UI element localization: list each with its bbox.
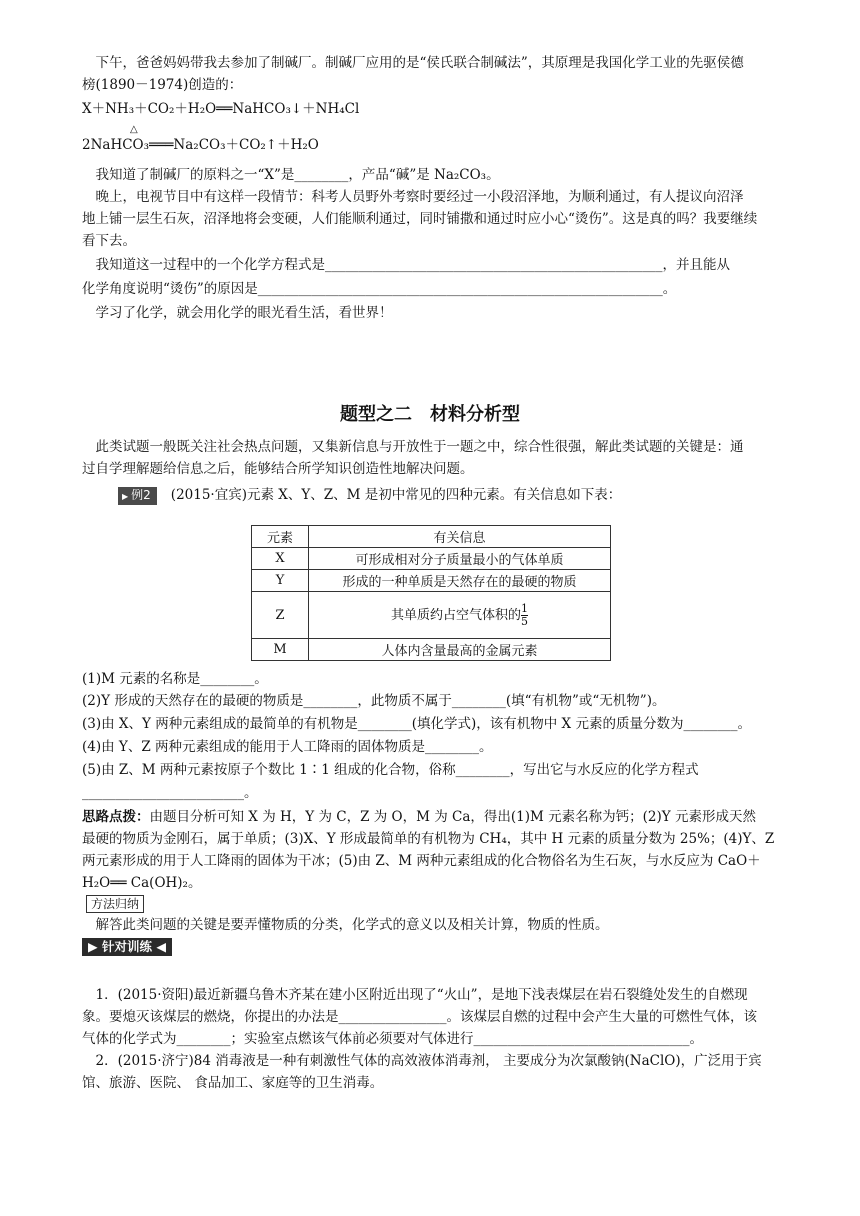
table-cell: Z	[252, 592, 309, 639]
play-icon: ▶	[88, 939, 98, 954]
intro-line: 看下去。	[82, 233, 136, 249]
intro-line: 我知道这一过程中的一个化学方程式是__________________________________________________，并且能从	[82, 257, 730, 273]
table-cell: 形成的一种单质是天然存在的最硬的物质	[309, 570, 611, 592]
intro-line: 晚上，电视节目中有这样一段情节：科考人员野外考察时要经过一小段沼泽地，为顺利通过，有人提议向沼泽	[82, 189, 744, 205]
table-cell: Y	[252, 570, 309, 592]
table-header-row	[252, 526, 611, 548]
method-label: 方法归纳	[86, 895, 144, 913]
fraction-denominator: 5	[521, 614, 528, 628]
back-icon: ◀	[156, 939, 166, 954]
training-label-text: 针对训练	[101, 939, 152, 954]
training-label	[82, 938, 172, 956]
analysis-text: 由题目分析可知 X 为 H，Y 为 C，Z 为 O，M 为 Ca，得出(1)M 元素名称为钙；(2)Y 元素形成天然	[149, 809, 756, 825]
exercise-line: 气体的化学式为________；实验室点燃该气体前必须要对气体进行________________________________。	[82, 1031, 703, 1047]
question-line: (2)Y 形成的天然存在的最硬的物质是________，此物质不属于________(填“有机物”或“无机物”)。	[82, 693, 666, 709]
intro-line: 下午，爸爸妈妈带我去参加了制碱厂。制碱厂应用的是“侯氏联合制碱法”，其原理是我国化学工业的先驱侯德	[82, 55, 744, 71]
play-icon: ▶	[122, 492, 129, 501]
table-cell: 可形成相对分子质量最小的气体单质	[309, 548, 611, 570]
question-line: (5)由 Z、M 两种元素按原子个数比 1∶1 组成的化合物，俗称________，写出它与水反应的化学方程式	[82, 762, 699, 778]
table-cell: 人体内含量最高的金属元素	[309, 639, 611, 661]
table-cell	[309, 592, 611, 639]
exercise-line: 馆、旅游、医院、 食品加工、家庭等的卫生消毒。	[82, 1075, 384, 1091]
example-line	[118, 484, 848, 506]
table-cell: X	[252, 548, 309, 570]
fraction-numerator: 1	[521, 601, 528, 615]
analysis-line: 两元素形成的用于人工降雨的固体为干冰；(5)由 Z、M 两种元素组成的化合物俗名为生石灰，与水反应为 CaO＋	[82, 853, 761, 869]
analysis-line: H₂O══ Ca(OH)₂。	[82, 875, 202, 891]
element-info-table	[251, 525, 611, 661]
example-badge	[118, 487, 157, 505]
intro-line: 地上铺一层生石灰，沼泽地将会变硬，人们能顺利通过，同时铺撒和通过时应小心“烫伤”。这是真的吗？我要继续	[82, 211, 758, 227]
section-intro-line: 此类试题一般既关注社会热点问题，又集新信息与开放性于一题之中，综合性很强，解此类试题的关键是：通	[82, 439, 744, 455]
table-row	[252, 639, 611, 661]
intro-line: 化学角度说明“烫伤”的原因是____________________________________________________________。	[82, 281, 677, 297]
intro-line: 榜(1890－1974)创造的：	[82, 77, 243, 93]
exercise-line: 象。要熄灭该煤层的燃烧，你提出的办法是________________。该煤层自燃的过程中会产生大量的可燃性气体，该	[82, 1009, 757, 1025]
table-cell: M	[252, 639, 309, 661]
analysis-label: 思路点拨：	[82, 809, 150, 825]
intro-line: 我知道了制碱厂的原料之一“X”是________，产品“碱”是 Na₂CO₃。	[82, 167, 500, 183]
method-label-row	[86, 893, 816, 915]
question-line: (4)由 Y、Z 两种元素组成的能用于人工降雨的固体物质是________。	[82, 739, 493, 755]
section-intro-line: 过自学理解题给信息之后，能够结合所学知识创造性地解决问题。	[82, 461, 474, 477]
equation-1: X＋NH₃＋CO₂＋H₂O══NaHCO₃↓＋NH₄Cl	[82, 101, 360, 117]
equation-2: 2NaHCO₃═══Na₂CO₃＋CO₂↑＋H₂O	[82, 137, 319, 153]
training-label-row	[82, 936, 812, 958]
table-row	[252, 592, 611, 639]
table-header: 有关信息	[309, 526, 611, 548]
example-badge-label: 例2	[131, 488, 151, 502]
exercise-line: 1．(2015·资阳)最近新疆乌鲁木齐某在建小区附近出现了“火山”，是地下浅表煤层在岩石裂缝处发生的自燃现	[82, 987, 748, 1003]
analysis-line	[82, 806, 812, 828]
table-row	[252, 570, 611, 592]
example-text: (2015·宜宾)元素 X、Y、Z、M 是初中常见的四种元素。有关信息如下表：	[170, 487, 622, 503]
intro-line: 学习了化学，就会用化学的眼光看生活，看世界！	[82, 305, 393, 321]
question-line: (1)M 元素的名称是________。	[82, 671, 268, 687]
method-text: 解答此类问题的关键是要弄懂物质的分类，化学式的意义以及相关计算，物质的性质。	[82, 917, 609, 933]
question-line: ________________________。	[82, 785, 258, 801]
question-line: (3)由 X、Y 两种元素组成的最简单的有机物是________(填化学式)，该有机物中 X 元素的质量分数为________。	[82, 716, 751, 732]
heat-symbol: △	[130, 124, 138, 135]
analysis-line: 最硬的物质为金刚石，属于单质；(3)X、Y 形成最简单的有机物为 CH₄，其中 H 元素的质量分数为 25%；(4)Y、Z	[82, 831, 775, 847]
exercise-line: 2．(2015·济宁)84 消毒液是一种有刺激性气体的高效液体消毒剂， 主要成分为次氯酸钠(NaClO)，广泛用于宾	[82, 1053, 762, 1069]
table-row	[252, 548, 611, 570]
table-cell-text: 其单质约占空气体积的	[390, 607, 521, 623]
fraction	[521, 603, 528, 628]
section-title: 题型之二 材料分析型	[340, 404, 520, 425]
table-header: 元素	[252, 526, 309, 548]
